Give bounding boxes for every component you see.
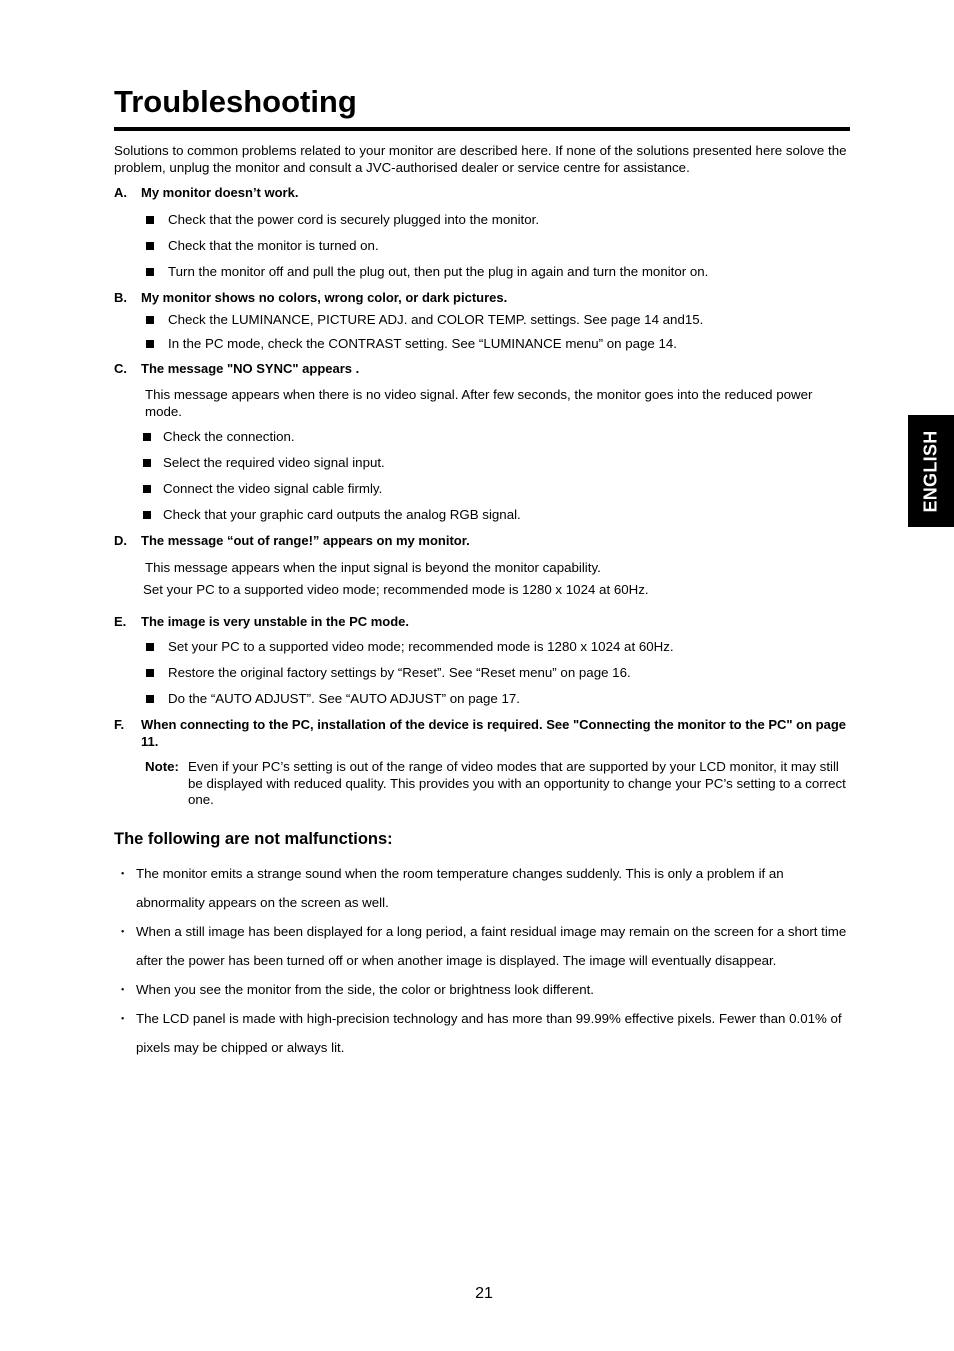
list-item bbox=[143, 507, 850, 524]
list-item bbox=[146, 639, 850, 656]
section-letter: B. bbox=[114, 289, 127, 305]
list-item-text: Do the “AUTO ADJUST”. See “AUTO ADJUST” on page 17. bbox=[168, 691, 521, 706]
list-item-text: Check that the power cord is securely plugged into the monitor. bbox=[168, 211, 540, 227]
list-item-text: Check the connection. bbox=[163, 429, 295, 444]
section-title: My monitor shows no colors, wrong color, or dark pictures. bbox=[141, 289, 508, 305]
list-item bbox=[143, 455, 850, 472]
section-f-heading bbox=[114, 717, 850, 750]
section-title: The message "NO SYNC" appears . bbox=[141, 360, 360, 376]
section-c-bullets bbox=[114, 429, 850, 524]
list-item-text: Check the LUMINANCE, PICTURE ADJ. and COLOR TEMP. settings. See page 14 and15. bbox=[168, 312, 704, 327]
list-item-text: Connect the video signal cable firmly. bbox=[163, 481, 383, 496]
list-item bbox=[114, 1004, 850, 1062]
section-title: The image is very unstable in the PC mode. bbox=[141, 613, 410, 629]
dot-bullet-icon: ・ bbox=[116, 866, 130, 881]
section-c-paragraph: This message appears when there is no video signal. After few seconds, the monitor goes into the reduced power mode. bbox=[145, 387, 813, 419]
list-item-text: When a still image has been displayed for a long period, a faint residual image may remain on the screen for a short time after the power has been turned off or when another image is displayed. The image will eventually disappear. bbox=[136, 924, 847, 968]
main-content bbox=[114, 143, 850, 1062]
section-a-bullets bbox=[114, 212, 850, 281]
square-bullet-icon bbox=[143, 485, 151, 493]
section-d-paragraph: Set your PC to a supported video mode; recommended mode is 1280 x 1024 at 60Hz. bbox=[143, 582, 649, 597]
note-label: Note: bbox=[145, 759, 179, 774]
list-item-text: Select the required video signal input. bbox=[163, 455, 385, 470]
note-text: Even if your PC’s setting is out of the range of video modes that are supported by your LCD monitor, it may still be displayed with reduced quality. This provides you with an opportunity to change your PC’s setting to a correct one. bbox=[188, 759, 846, 807]
section-title: My monitor doesn’t work. bbox=[141, 185, 299, 200]
list-item bbox=[146, 336, 850, 353]
section-e-bullets bbox=[114, 639, 850, 708]
list-item-text: The LCD panel is made with high-precision technology and has more than 99.99% effective pixels. Fewer than 0.01% of pixels may be chipped or always lit. bbox=[136, 1011, 842, 1055]
list-item-text: Turn the monitor off and pull the plug out, then put the plug in again and turn the monitor on. bbox=[168, 263, 709, 279]
square-bullet-icon bbox=[146, 216, 154, 224]
list-item bbox=[146, 691, 850, 708]
section-title: When connecting to the PC, installation of the device is required. See "Connecting the monitor to the PC" on page 11. bbox=[141, 717, 846, 749]
list-item bbox=[143, 481, 850, 498]
square-bullet-icon bbox=[146, 340, 154, 348]
section-d-paragraph: This message appears when the input signal is beyond the monitor capability. bbox=[145, 559, 601, 575]
list-item bbox=[143, 429, 850, 446]
list-item-text: In the PC mode, check the CONTRAST setting. See “LUMINANCE menu” on page 14. bbox=[168, 336, 677, 351]
title-rule bbox=[114, 127, 850, 131]
list-item-text: Restore the original factory settings by “Reset”. See “Reset menu” on page 16. bbox=[168, 665, 631, 680]
intro-paragraph: Solutions to common problems related to your monitor are described here. If none of the solutions presented here solove the problem, unplug the monitor and consult a JVC-authorised dealer or service centre for assistance. bbox=[114, 143, 847, 175]
list-item-text: The monitor emits a strange sound when the room temperature changes suddenly. This is only a problem if an abnormality appears on the screen as well. bbox=[136, 866, 784, 910]
square-bullet-icon bbox=[146, 695, 154, 703]
square-bullet-icon bbox=[146, 268, 154, 276]
square-bullet-icon bbox=[146, 669, 154, 677]
section-a-heading bbox=[114, 185, 850, 202]
square-bullet-icon bbox=[143, 459, 151, 467]
dot-bullet-icon: ・ bbox=[116, 982, 130, 997]
page-number: 21 bbox=[475, 1285, 493, 1302]
list-item-text: Set your PC to a supported video mode; recommended mode is 1280 x 1024 at 60Hz. bbox=[168, 639, 674, 654]
list-item bbox=[114, 859, 850, 917]
square-bullet-icon bbox=[146, 643, 154, 651]
section-b-heading bbox=[114, 290, 850, 307]
list-item bbox=[146, 264, 850, 281]
section-e-heading bbox=[114, 614, 850, 631]
square-bullet-icon bbox=[143, 433, 151, 441]
list-item bbox=[146, 312, 850, 329]
section-letter: D. bbox=[114, 533, 127, 548]
list-item-text: Check that the monitor is turned on. bbox=[168, 237, 379, 253]
not-malfunctions-list bbox=[114, 859, 850, 1062]
list-item bbox=[114, 975, 850, 1004]
section-letter: C. bbox=[114, 360, 127, 376]
list-item bbox=[146, 238, 850, 255]
section-letter: E. bbox=[114, 613, 127, 629]
list-item bbox=[114, 917, 850, 975]
list-item bbox=[146, 212, 850, 229]
square-bullet-icon bbox=[146, 242, 154, 250]
section-b-bullets bbox=[114, 312, 850, 353]
section-title: The message “out of range!” appears on my monitor. bbox=[141, 533, 470, 548]
page-title: Troubleshooting bbox=[114, 84, 357, 119]
not-malfunctions-heading: The following are not malfunctions: bbox=[114, 829, 393, 848]
note-block bbox=[145, 759, 850, 809]
square-bullet-icon bbox=[146, 316, 154, 324]
section-c-heading bbox=[114, 361, 850, 378]
dot-bullet-icon: ・ bbox=[116, 1011, 130, 1026]
section-letter: F. bbox=[114, 717, 125, 732]
section-d-heading bbox=[114, 533, 850, 550]
list-item-text: Check that your graphic card outputs the analog RGB signal. bbox=[163, 507, 521, 522]
dot-bullet-icon: ・ bbox=[116, 924, 130, 939]
list-item bbox=[146, 665, 850, 682]
language-tab-label: ENGLISH bbox=[920, 429, 941, 513]
language-tab bbox=[908, 415, 954, 527]
square-bullet-icon bbox=[143, 511, 151, 519]
list-item-text: When you see the monitor from the side, the color or brightness look different. bbox=[136, 982, 594, 997]
section-letter: A. bbox=[114, 185, 127, 200]
